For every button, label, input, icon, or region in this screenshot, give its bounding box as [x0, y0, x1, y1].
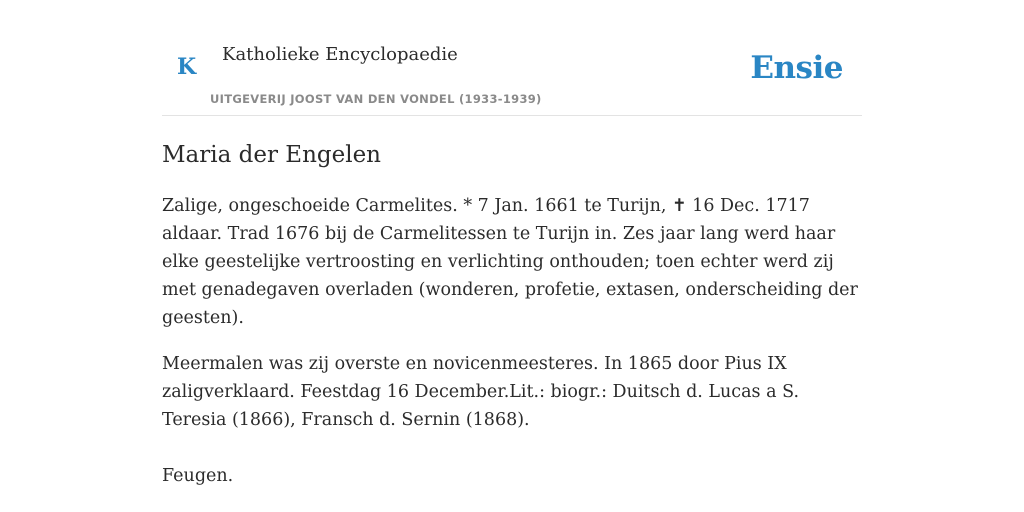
page [162, 0, 862, 490]
source-logo-icon[interactable]: K [177, 54, 197, 80]
article-body [162, 192, 862, 490]
ensie-logo-link[interactable]: Ensie [750, 50, 843, 86]
article-paragraph: Zalige, ongeschoeide Carmelites. * 7 Jan. 1661 te Turijn, ✝ 16 Dec. 1717 aldaar. Trad 1676 bij de Carmelitessen te Turijn in. Zes jaar lang werd haar elke geestelijke vertroosting en verlichting onthouden; toen echter werd zij met genadegaven overladen (wonderen, profetie, extasen, onderscheiding der geesten). [162, 195, 858, 328]
source-title-link[interactable]: Katholieke Encyclopaedie [222, 44, 458, 65]
article-paragraph: Meermalen was zij overste en novicenmeesteres. In 1865 door Pius IX zaligverklaard. Feestdag 16 December.Lit.: biogr.: Duitsch d. Lucas a S. Teresia (1866), Fransch d. Sernin (1868). [162, 353, 800, 430]
article-author: Feugen. [162, 465, 234, 486]
publisher-label: UITGEVERIJ JOOST VAN DEN VONDEL (1933-1939) [210, 92, 542, 106]
article-title: Maria der Engelen [162, 142, 381, 168]
header [162, 0, 862, 116]
